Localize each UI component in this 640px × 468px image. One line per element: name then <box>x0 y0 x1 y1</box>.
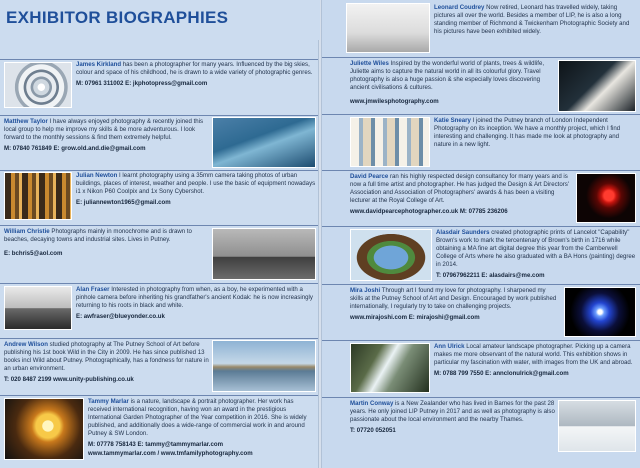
exhibitor-name: Andrew Wilson <box>4 341 48 348</box>
exhibitor-contact: E: juliannewton1965@gmail.com <box>76 198 171 206</box>
bio-martin-conway <box>350 400 555 454</box>
divider <box>0 395 318 396</box>
exhibitor-name: David Pearce <box>350 173 389 180</box>
divider <box>0 338 318 339</box>
exhibitor-name: Ann Ulrick <box>434 343 465 350</box>
divider <box>0 59 318 60</box>
bio-david-pearce <box>350 173 572 227</box>
divider <box>322 340 640 341</box>
exhibitor-name: Tammy Marlar <box>88 398 129 405</box>
exhibitor-contact: T: 07967962211 E: alasdairs@me.com <box>436 271 545 279</box>
divider <box>0 115 318 116</box>
exhibitor-name: William Christie <box>4 228 50 235</box>
exhibitor-bio: Local amateur landscape photographer. Picking up a camera makes me more observant of the natural world. This exhibition shows in particular my fascination with water, with images from the UK and abroad. <box>434 343 633 366</box>
divider <box>322 114 640 115</box>
gannets-photo <box>558 60 636 112</box>
exhibitor-bio: Through art I found my love for photography. I sharpened my skills at the Putney School of Art and Design. Encouraged by work published internationally, I regularly try to take on challenging projects. <box>350 287 557 310</box>
frames-photo <box>350 117 430 167</box>
exhibitor-bio: ran his highly respected design consultancy for many years and is now a full time artist and photographer. He has judged the Design & Art Directors' Association and Association of Photographers' awards & has been a visiting lecturer at the Royal College of Art. <box>350 173 569 204</box>
exhibitor-contact: M: 07961 311002 E: jkphotopress@gmail.com <box>76 79 208 87</box>
river-bridge-photo <box>212 340 316 392</box>
exhibitor-contact: E: awfraser@blueyonder.co.uk <box>76 312 165 320</box>
exhibitor-name: Martin Conway <box>350 400 394 407</box>
exhibitor-contact: www.mirajoshi.com E: mirajoshi@gmail.com <box>350 313 480 321</box>
porthole-photo <box>350 229 432 281</box>
exhibitor-bio: I learnt photography using a 35mm camera taking photos of urban buildings, places of interest, weather and people. I use the basic of equipment nowadays i1 x Nikon P60 Coolpix and 1x Sony Cybershot. <box>76 172 316 195</box>
bio-matthew-taylor <box>4 118 209 172</box>
page-title: EXHIBITOR BIOGRAPHIES <box>6 8 229 27</box>
spiral-staircase-photo <box>4 62 72 108</box>
exhibitor-website: www.tammymarlar.com / www.tmfamilyphotography.com <box>88 449 253 457</box>
bio-ann-ulrick <box>434 343 636 397</box>
exhibitor-bio: I joined the Putney branch of London Independent Photography on its inception. We have a monthly project, which I find interesting and challenging. It has made me look at photography and nature in a new light. <box>434 117 621 148</box>
divider <box>0 283 318 284</box>
page-header <box>0 0 320 40</box>
exhibitor-name: Alasdair Saunders <box>436 229 490 236</box>
exhibitor-contact: www.jmwilesphotography.com <box>350 97 439 105</box>
exhibitor-name: Alan Fraser <box>76 286 110 293</box>
exhibitor-name: Juliette Wiles <box>350 60 389 67</box>
exhibitor-contact: www.davidpearcephotographer.co.uk M: 07785 236206 <box>350 207 508 215</box>
exhibitor-contact: E: bchris5@aol.com <box>4 249 63 257</box>
bridge-bw-photo <box>4 286 72 330</box>
divider <box>322 170 640 171</box>
sunflower-photo <box>4 398 84 460</box>
exhibitor-contact: M: 07840 761849 E: grow.old.and.die@gmail.com <box>4 144 146 152</box>
exhibitor-bio: is a nature, landscape & portrait photographer. Her work has received international recognition, having won an award in the prestigious International Garden Photographer of the Year competition in 2016. She is widely published, and additionally does a wide-range of commercial work in and around Putney & SW London. <box>88 398 307 437</box>
bio-tammy-marlar <box>88 398 316 457</box>
exhibitor-name: Mira Joshi <box>350 287 381 294</box>
bio-juliette-wiles <box>350 60 555 114</box>
exhibitor-bio: is a New Zealander who has lived in Barnes for the past 28 years. He only joined LIP Putney in 2017 and as well as photography is also passionate about the local environment and the nearby Thames. <box>350 400 555 423</box>
waterfall-photo <box>350 343 430 393</box>
divider <box>322 226 640 227</box>
exhibitor-bio: has been a photographer for many years. Influenced by the big skies, colour and space of his childhood, he is drawn to a wide variety of photographic genres. <box>76 61 313 76</box>
divider <box>322 57 640 58</box>
snowy-trees-photo <box>558 400 636 452</box>
bio-mira-joshi <box>350 287 560 341</box>
exhibitor-contact: M: 0788 799 7550 E: annclonulrick@gmail.com <box>434 369 569 377</box>
exhibitor-bio: Now retired, Leonard has travelled widely, taking pictures all over the world. Besides a member of LIP, he is also a long standing member of Richmond & Twickenham Photographic Society and his pictures have been exhibited widely. <box>434 4 630 35</box>
light-tunnel-photo <box>564 287 636 337</box>
red-flower-photo <box>576 173 636 223</box>
exhibitor-name: Katie Sneary <box>434 117 471 124</box>
bio-leonard-coudrey <box>434 4 636 58</box>
divider <box>0 170 318 171</box>
divider <box>0 225 318 226</box>
exhibitor-bio: created photographic prints of Lancelot "Capability" Brown's work to mark the tercentenary of Brown's birth in 1716 while obtaining a MA fine art digital degree this year from the Camberwell College of Arts where he also graduated with a BA Hons (painting) degree in 2014. <box>436 229 636 268</box>
exhibitor-contact: T: 07720 052051 <box>350 426 396 434</box>
exhibitor-bio: Inspired by the wonderful world of plants, trees & wildlife, Juliette aims to capture the natural world in all its colourful glory. Travel photography is also a huge passion & she especially loves discovering ancient civilisations & cultures. <box>350 60 545 91</box>
divider <box>322 397 640 398</box>
umbrellas-photo <box>346 3 430 53</box>
exhibitor-contact: T: 020 8487 2199 www.unity-publishing.co.uk <box>4 375 134 383</box>
exhibitor-name: Matthew Taylor <box>4 118 48 125</box>
bio-william-christie <box>4 228 209 282</box>
bio-andrew-wilson <box>4 341 209 395</box>
bio-alasdair-saunders <box>436 229 636 283</box>
exhibitor-name: Leonard Coudrey <box>434 4 485 11</box>
divider <box>322 284 640 285</box>
bio-james-kirkland <box>76 61 314 115</box>
exhibitor-bio: I have always enjoyed photography & recently joined this local group to help me improve my skills & be more adventurous. I look forward to the monthly sessions & find them extremely helpful. <box>4 118 204 141</box>
exhibitor-bio: Interested in photography from when, as a boy, he experimented with a pinhole camera before inheriting his grandfather's ancient Kodak: he is now increasingly returning to his roots in black and white. <box>76 286 313 309</box>
exhibitor-contact: M: 07778 758143 E: tammy@tammymarlar.com <box>88 440 223 448</box>
bare-tree-photo <box>212 228 316 280</box>
exhibitor-bio: Photographs mainly in monochrome and is drawn to beaches, decaying towns and industrial sites. Lives in Putney. <box>4 228 192 243</box>
bio-alan-fraser <box>76 286 316 340</box>
swimmer-photo <box>212 117 316 168</box>
bio-katie-sneary <box>434 117 636 171</box>
exhibitor-bio: studied photography at The Putney School of Art before publishing his 1st book Wild in the City in 2009. He has since published 13 books incl Wild about Putney. Photographically, has a fondness for nature in an urban environment. <box>4 341 209 372</box>
bio-julian-newton <box>76 172 316 226</box>
exhibitor-name: Julian Newton <box>76 172 118 179</box>
market-hall-photo <box>4 172 72 220</box>
exhibitor-name: James Kirkland <box>76 61 122 68</box>
